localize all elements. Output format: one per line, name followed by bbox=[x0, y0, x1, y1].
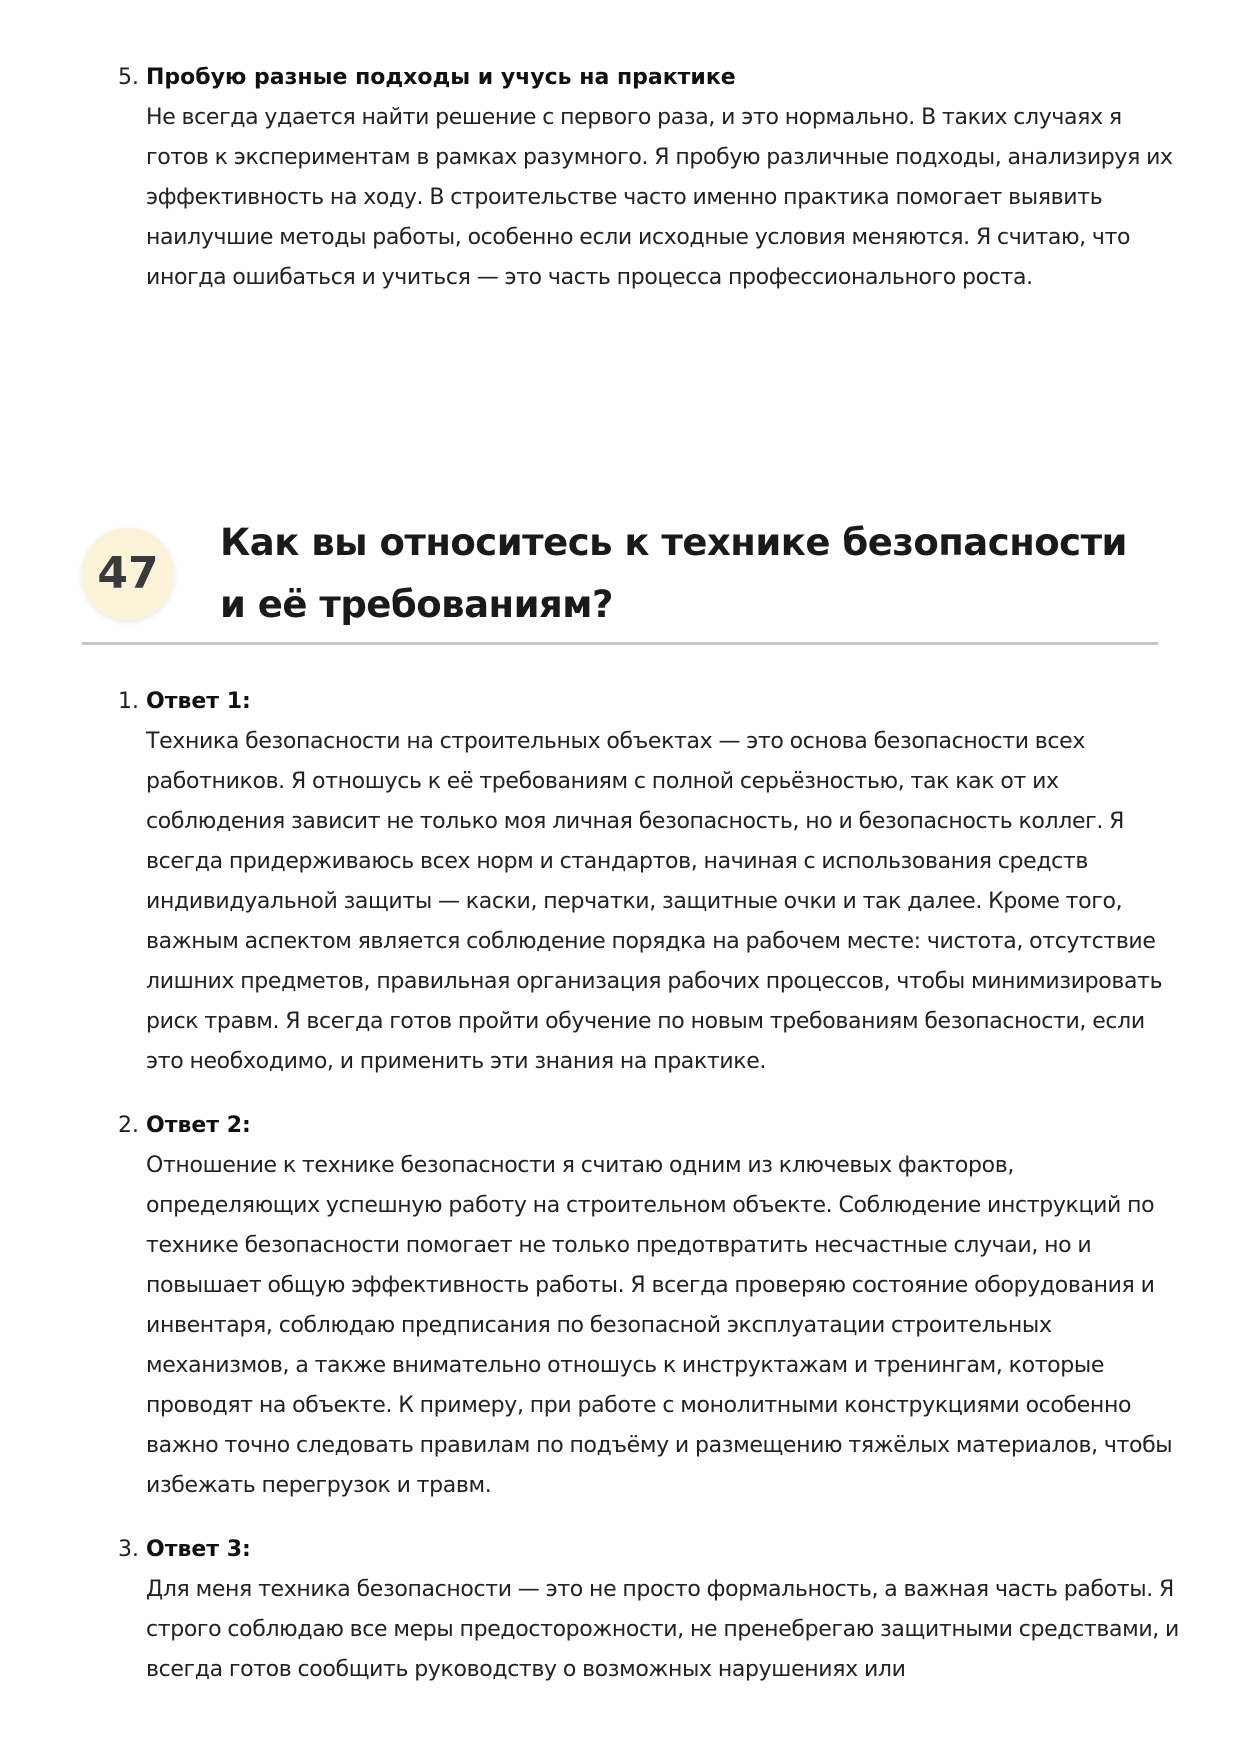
list-item-previous bbox=[118, 58, 1178, 342]
answer-number: 3. bbox=[118, 1537, 139, 1562]
list-item-number: 5. bbox=[118, 65, 139, 90]
answer-text: Для меня техника безопасности — это не просто формальность, а важная часть работы. Я строго соблюдаю все меры предосторожности, не пренебрегаю защитными средствами, и всегда готов сообщить руководству о возможных нарушениях или bbox=[146, 1577, 1180, 1682]
question-title: Как вы относитесь к технике безопасности и её требованиям? bbox=[220, 521, 1127, 626]
answer-item-2 bbox=[118, 1106, 1178, 1510]
question-header bbox=[82, 512, 1158, 644]
header-divider bbox=[82, 642, 1158, 645]
answer-text: Отношение к технике безопасности я считаю одним из ключевых факторов, определяющих успешную работу на строительном объекте. Соблюдение инструкций по технике безопасности помогает не только предотвратить несчастные случаи, но и повышает общую эффективность работы. Я всегда проверяю состояние оборудования и инвентаря, соблюдаю предписания по безопасной эксплуатации строительных механизмов, а также внимательно отношусь к инструктажам и тренингам, которые проводят на объекте. К примеру, при работе с монолитными конструкциями особенно важно точно следовать правилам по подъёму и размещению тяжёлых материалов, чтобы избежать перегрузок и травм. bbox=[146, 1153, 1173, 1498]
question-number-badge: 47 bbox=[82, 528, 174, 620]
answer-number: 2. bbox=[118, 1113, 139, 1138]
answer-number: 1. bbox=[118, 689, 139, 714]
answer-text: Техника безопасности на строительных объектах — это основа безопасности всех работников. Я отношусь к её требованиям с полной серьёзностью, так как от их соблюдения зависит не только моя личная безопасность, но и безопасность коллег. Я всегда придерживаюсь всех норм и стандартов, начиная с использования средств индивидуальной защиты — каски, перчатки, защитные очки и так далее. Кроме того, важным аспектом является соблюдение порядка на рабочем месте: чистота, отсутствие лишних предметов, правильная организация рабочих процессов, чтобы минимизировать риск травм. Я всегда готов пройти обучение по новым требованиям безопасности, если это необходимо, и применить эти знания на практике. bbox=[146, 729, 1163, 1074]
answer-title: Ответ 2: bbox=[146, 1113, 251, 1138]
answer-title: Ответ 1: bbox=[146, 689, 251, 714]
list-item-text: Не всегда удается найти решение с первого раза, и это нормально. В таких случаях я готов к экспериментам в рамках разумного. Я пробую различные подходы, анализируя их эффективность на ходу. В строительстве часто именно практика помогает выявить наилучшие методы работы, особенно если исходные условия меняются. Я считаю, что иногда ошибаться и учиться — это часть процесса профессионального роста. bbox=[146, 105, 1173, 290]
answer-title: Ответ 3: bbox=[146, 1537, 251, 1562]
answer-item-1 bbox=[118, 682, 1178, 1086]
answer-item-3 bbox=[118, 1530, 1178, 1730]
list-item-title: Пробую разные подходы и учусь на практике bbox=[146, 65, 736, 90]
